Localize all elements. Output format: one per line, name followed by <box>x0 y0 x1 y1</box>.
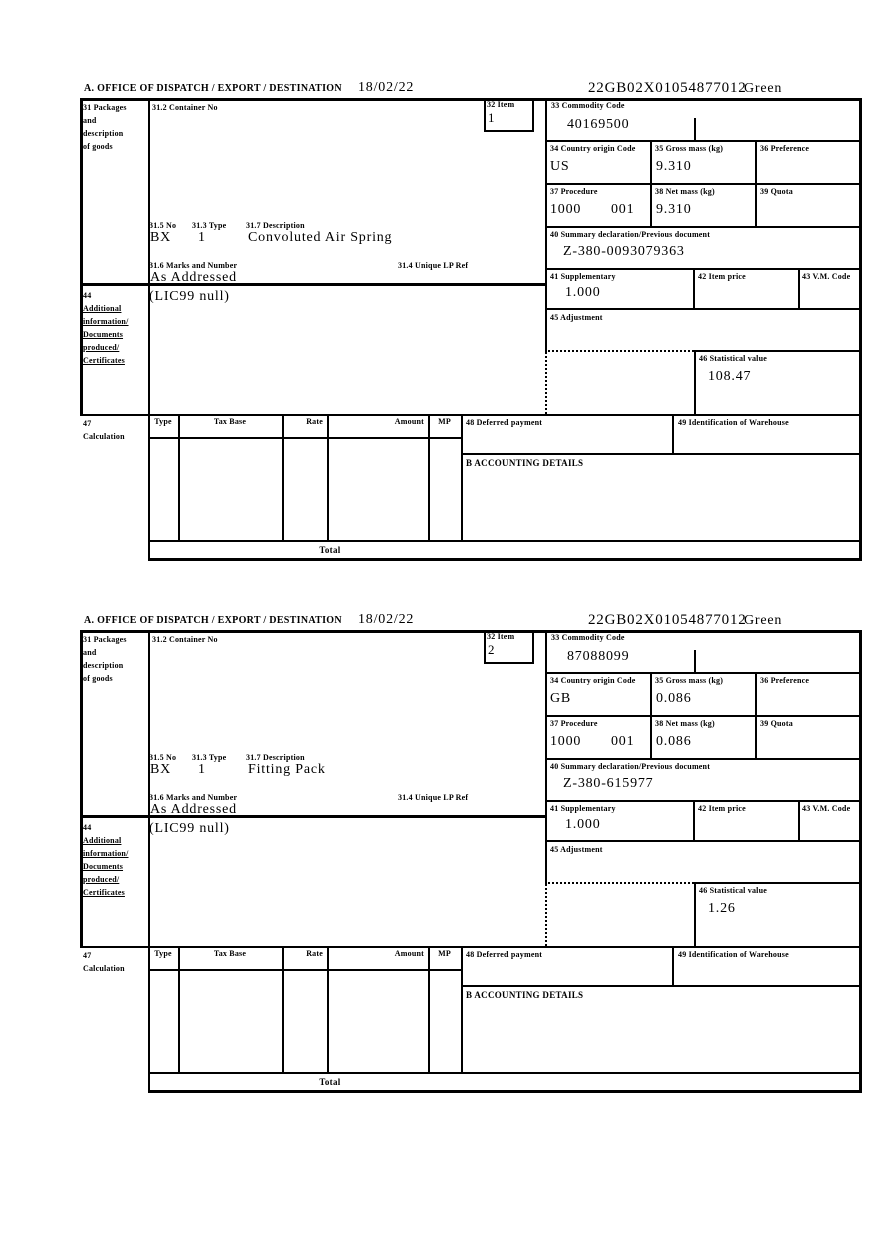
box41-box42-divider <box>693 268 695 308</box>
marks-and-numbers: As Addressed <box>150 802 237 817</box>
box32-bottom-border <box>484 130 534 132</box>
tax-col-divider <box>178 414 180 540</box>
box315-no-label: 31.5 No <box>149 221 177 230</box>
box33-subdivision-tick <box>694 118 696 140</box>
box42-box43-divider <box>798 800 800 840</box>
box46-statistical-value-label: 46 Statistical value <box>699 354 767 363</box>
box43-vm-code-label: 43 V.M. Code <box>802 804 851 813</box>
marks-and-numbers: As Addressed <box>150 270 237 285</box>
right-section-divider <box>545 630 547 884</box>
box32-left-border <box>484 98 486 132</box>
right-section-dotted-divider <box>545 352 547 414</box>
box34-origin-label: 34 Country origin Code <box>550 676 636 685</box>
tax-amount-header: Amount <box>394 949 424 958</box>
box48-deferred-payment-label: 48 Deferred payment <box>466 418 543 427</box>
box34-row-divider <box>545 183 862 185</box>
box48-deferred-payment-label: 48 Deferred payment <box>466 950 543 959</box>
label-column-divider <box>148 630 150 1093</box>
box313-type-label: 31.3 Type <box>192 221 227 230</box>
box33-bottom-divider <box>545 140 862 142</box>
box40-summary-declaration-label: 40 Summary declaration/Previous document <box>550 762 711 771</box>
box44-label: 44 Additional information/ Documents produced/ Certificates <box>83 291 129 365</box>
box35-gross-mass-label: 35 Gross mass (kg) <box>655 144 724 153</box>
tax-col-divider <box>282 946 284 1072</box>
box46-left-border <box>694 350 696 414</box>
form-right-border <box>859 630 862 1093</box>
routing-channel: Green <box>744 613 783 628</box>
package-count: 1 <box>198 230 206 245</box>
box38-net-mass-label: 38 Net mass (kg) <box>655 187 715 196</box>
total-row-divider <box>148 1072 862 1074</box>
box45-adjustment-label: 45 Adjustment <box>550 313 603 322</box>
box34-box35-divider <box>650 672 652 758</box>
tax-col-divider <box>461 946 463 1072</box>
box314-unique-lp-ref-label: 31.4 Unique LP Ref <box>398 793 469 802</box>
box312-container-no-label: 31.2 Container No <box>152 635 218 644</box>
tax-base-header: Tax Base <box>213 949 247 958</box>
tax-col-divider <box>282 414 284 540</box>
box46-left-border <box>694 882 696 946</box>
box42-item-price-label: 42 Item price <box>698 272 746 281</box>
box37-procedure-label: 37 Procedure <box>550 719 598 728</box>
package-code: BX <box>150 762 172 777</box>
package-code: BX <box>150 230 172 245</box>
form-right-border <box>859 98 862 561</box>
origin-country: US <box>550 159 570 174</box>
tax-col-divider <box>428 946 430 1072</box>
box43-vm-code-label: 43 V.M. Code <box>802 272 851 281</box>
box37-row-divider <box>545 758 862 760</box>
box48-box49-divider <box>672 414 674 453</box>
box45-adjustment-label: 45 Adjustment <box>550 845 603 854</box>
accounting-details-label: B ACCOUNTING DETAILS <box>466 458 584 468</box>
box35-box36-divider <box>755 672 757 758</box>
box40-summary-declaration-label: 40 Summary declaration/Previous document <box>550 230 711 239</box>
box32-right-border <box>532 630 534 664</box>
package-count: 1 <box>198 762 206 777</box>
form-bottom-border <box>148 1090 862 1093</box>
box46-top-border <box>694 350 862 352</box>
box39-quota-label: 39 Quota <box>760 187 793 196</box>
box313-type-label: 31.3 Type <box>192 753 227 762</box>
previous-document: Z-380-615977 <box>563 776 654 791</box>
box314-unique-lp-ref-label: 31.4 Unique LP Ref <box>398 261 469 270</box>
box32-bottom-border <box>484 662 534 664</box>
procedure-code-2: 001 <box>611 202 635 217</box>
box48-bottom-divider <box>461 453 862 455</box>
box41-supplementary-label: 41 Supplementary <box>550 804 616 813</box>
net-mass: 0.086 <box>656 734 692 749</box>
tax-header-divider <box>148 969 461 971</box>
routing-channel: Green <box>744 81 783 96</box>
box32-item-label: 32 Item <box>487 100 515 109</box>
goods-description: Convoluted Air Spring <box>248 230 393 245</box>
procedure-code: 1000 <box>550 734 582 749</box>
form-top-border <box>80 630 862 633</box>
right-section-dotted-divider <box>545 884 547 946</box>
supplementary-units: 1.000 <box>565 285 601 300</box>
tax-header-divider <box>148 437 461 439</box>
box41-supplementary-label: 41 Supplementary <box>550 272 616 281</box>
box48-bottom-divider <box>461 985 862 987</box>
commodity-code: 40169500 <box>567 117 630 132</box>
declaration-date: 18/02/22 <box>358 612 415 627</box>
mrn-number: 22GB02X01054877012 <box>588 80 747 96</box>
box32-left-border <box>484 630 486 664</box>
item-number: 2 <box>488 642 496 657</box>
net-mass: 9.310 <box>656 202 692 217</box>
tax-col-divider <box>428 414 430 540</box>
box316-marks-label: 31.6 Marks and Number <box>149 261 238 270</box>
box33-subdivision-tick <box>694 650 696 672</box>
box33-bottom-divider <box>545 672 862 674</box>
tax-rate-header: Rate <box>306 949 323 958</box>
office-of-dispatch-label: A. OFFICE OF DISPATCH / EXPORT / DESTINATION <box>84 83 342 94</box>
supplementary-units: 1.000 <box>565 817 601 832</box>
box37-row-divider <box>545 226 862 228</box>
tax-type-header: Type <box>154 949 172 958</box>
box42-item-price-label: 42 Item price <box>698 804 746 813</box>
tax-amount-header: Amount <box>394 417 424 426</box>
form-bottom-border <box>148 558 862 561</box>
office-of-dispatch-label: A. OFFICE OF DISPATCH / EXPORT / DESTINATION <box>84 615 342 626</box>
box34-origin-label: 34 Country origin Code <box>550 144 636 153</box>
box45-dotted-divider <box>545 882 694 884</box>
additional-information: (LIC99 null) <box>149 289 230 304</box>
procedure-code-2: 001 <box>611 734 635 749</box>
right-section-divider <box>545 98 547 352</box>
box312-container-no-label: 31.2 Container No <box>152 103 218 112</box>
goods-description: Fitting Pack <box>248 762 326 777</box>
tax-mp-header: MP <box>438 949 451 958</box>
box47-row-divider <box>80 414 862 416</box>
box46-statistical-value-label: 46 Statistical value <box>699 886 767 895</box>
box39-quota-label: 39 Quota <box>760 719 793 728</box>
box49-warehouse-label: 49 Identification of Warehouse <box>678 418 789 427</box>
total-label: Total <box>319 545 341 555</box>
total-label: Total <box>319 1077 341 1087</box>
mrn-number: 22GB02X01054877012 <box>588 612 747 628</box>
declaration-date: 18/02/22 <box>358 80 415 95</box>
item-number: 1 <box>488 110 496 125</box>
total-row-divider <box>148 540 862 542</box>
tax-col-divider <box>461 414 463 540</box>
box46-top-border <box>694 882 862 884</box>
box315-no-label: 31.5 No <box>149 753 177 762</box>
box316-marks-label: 31.6 Marks and Number <box>149 793 238 802</box>
box34-row-divider <box>545 715 862 717</box>
tax-rate-header: Rate <box>306 417 323 426</box>
tax-col-divider <box>327 414 329 540</box>
tax-mp-header: MP <box>438 417 451 426</box>
tax-type-header: Type <box>154 417 172 426</box>
box35-gross-mass-label: 35 Gross mass (kg) <box>655 676 724 685</box>
box317-description-label: 31.7 Description <box>246 753 305 762</box>
box45-dotted-divider <box>545 350 694 352</box>
box31-label: 31 Packages and description of goods <box>83 103 127 151</box>
box41-row-divider <box>545 308 862 310</box>
box48-box49-divider <box>672 946 674 985</box>
previous-document: Z-380-0093079363 <box>563 244 685 259</box>
procedure-code: 1000 <box>550 202 582 217</box>
box42-box43-divider <box>798 268 800 308</box>
box35-box36-divider <box>755 140 757 226</box>
gross-mass: 0.086 <box>656 691 692 706</box>
box34-box35-divider <box>650 140 652 226</box>
box47-calculation-label: 47 Calculation <box>83 419 125 441</box>
box32-right-border <box>532 98 534 132</box>
box37-procedure-label: 37 Procedure <box>550 187 598 196</box>
item-block <box>80 80 862 562</box>
box44-label: 44 Additional information/ Documents produced/ Certificates <box>83 823 129 897</box>
label-column-divider <box>148 98 150 561</box>
tax-base-header: Tax Base <box>213 417 247 426</box>
accounting-details-label: B ACCOUNTING DETAILS <box>466 990 584 1000</box>
box32-item-label: 32 Item <box>487 632 515 641</box>
box47-calculation-label: 47 Calculation <box>83 951 125 973</box>
box49-warehouse-label: 49 Identification of Warehouse <box>678 950 789 959</box>
box41-row-divider <box>545 840 862 842</box>
box36-preference-label: 36 Preference <box>760 144 810 153</box>
commodity-code: 87088099 <box>567 649 630 664</box>
tax-col-divider <box>327 946 329 1072</box>
box47-row-divider <box>80 946 862 948</box>
box33-commodity-label: 33 Commodity Code <box>551 633 625 642</box>
statistical-value: 1.26 <box>708 901 736 916</box>
box317-description-label: 31.7 Description <box>246 221 305 230</box>
origin-country: GB <box>550 691 572 706</box>
additional-information: (LIC99 null) <box>149 821 230 836</box>
box38-net-mass-label: 38 Net mass (kg) <box>655 719 715 728</box>
box36-preference-label: 36 Preference <box>760 676 810 685</box>
box31-label: 31 Packages and description of goods <box>83 635 127 683</box>
box40-bottom-divider <box>545 268 862 270</box>
box40-bottom-divider <box>545 800 862 802</box>
box41-box42-divider <box>693 800 695 840</box>
statistical-value: 108.47 <box>708 369 752 384</box>
box33-commodity-label: 33 Commodity Code <box>551 101 625 110</box>
form-top-border <box>80 98 862 101</box>
tax-col-divider <box>178 946 180 1072</box>
item-block <box>80 612 862 1094</box>
gross-mass: 9.310 <box>656 159 692 174</box>
